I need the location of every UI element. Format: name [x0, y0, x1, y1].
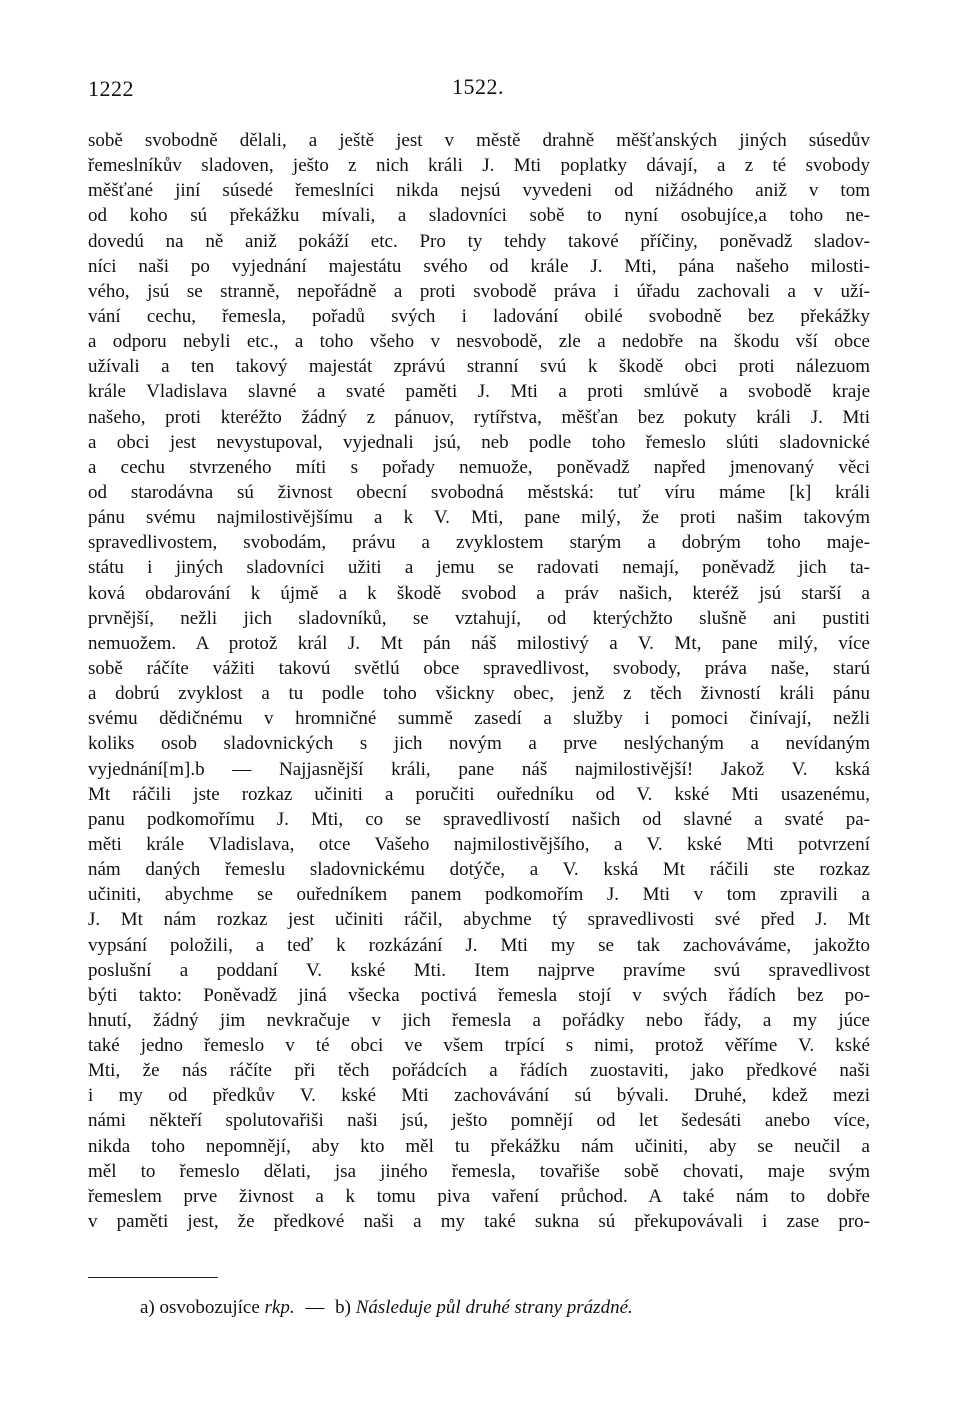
text-line: vyjednání[m].b — Najjasnější králi, pane náš najmilostivější! Jakož V. kská	[88, 758, 870, 780]
text-line: Mt ráčili jste rozkaz učiniti a poručiti ouředníku od V. kské Mti usazenému,	[88, 783, 870, 805]
text-line: i my od předkův V. kské Mti zachovávání sú bývali. Druhé, kdež mezi	[88, 1085, 870, 1107]
text-line: také jedno řemeslo v té obci ve všem trpící s nimi, protož věříme V. kské	[88, 1035, 870, 1057]
text-line: měl to řemeslo dělati, jsa jiného řemesla, tovařiše sobě chovati, maje svým	[88, 1160, 870, 1182]
text-line: panu podkomořímu J. Mti, co se spravedlivostí našich od slavné a svaté pa-	[88, 808, 870, 830]
footnote-b-note: Následuje půl druhé strany prázdné.	[355, 1297, 633, 1318]
text-line: a cechu stvrzeného míti s pořady nemuože, poněvadž napřed jmenovaný věci	[88, 456, 870, 478]
text-line: užívali a ten takový majestát zprávú stranní svú k škodě obci proti nálezuom	[88, 356, 870, 378]
text-line: vého, jsú se stranně, nepořádně a proti svobodě práva i úřadu zachovali a v uží-	[88, 280, 870, 302]
text-line: řemeslem prve živnost a k tomu piva vaření průchod. A také nám to dobře	[88, 1185, 870, 1207]
text-line: nám daných řemeslu sladovnickému dotýče, a V. kská Mt ráčili ste rozkaz	[88, 859, 870, 881]
text-line: níci naši po vyjednání majestátu svého od krále J. Mti, pána našeho milosti-	[88, 255, 870, 277]
text-line: krále Vladislava slavné a svaté paměti J. Mti a proti smlúvě a svobodě kraje	[88, 381, 870, 403]
text-line: vání cechu, řemesla, pořadů svých i ladování obilé svobodně bez překážky	[88, 305, 870, 327]
text-line: sobě svobodně dělali, a ještě jest v městě drahně měšťanských jiných súsedův	[88, 130, 870, 151]
footnotes	[140, 1297, 633, 1319]
page-header-year: 1522.	[452, 74, 504, 99]
text-line: námi někteří spolutovařiši naši jsú, ješto pomnějí od let šedesáti anebo více,	[88, 1110, 870, 1132]
text-line: spravedlivostem, svobodám, právu a zvyklostem starým a dobrým toho maje-	[88, 532, 870, 554]
text-line: prvnější, nežli jich sladovníků, se vztahují, od kterýchžto slušně ani pustiti	[88, 607, 870, 629]
footnote-a-marker: a)	[140, 1297, 155, 1318]
page-number: 1222	[88, 76, 134, 101]
text-line: měti krále Vladislava, otce Vašeho najmilostivějšího, a V. kské Mti potvrzení	[88, 833, 870, 855]
text-line: ková obdarování k újmě a k škodě svobod a práv našich, kteréž jsú starší a	[88, 582, 870, 604]
footnote-a-text: osvobozujíce	[159, 1297, 260, 1318]
text-line: nemuožem. A protož král J. Mt pán náš milostivý a V. Mt, pane milý, více	[88, 632, 870, 654]
text-line: a odporu nebyli etc., a toho všeho v nesvobodě, zle a nedobře na škodu vší obce	[88, 331, 870, 353]
text-line: našeho, proti kteréžto žádný z pánuov, rytířstva, měšťan bez pokuty králi J. Mti	[88, 406, 870, 428]
footnote-a-note: rkp.	[264, 1297, 295, 1318]
text-line: v paměti jest, že předkové naši a my také sukna sú překupovávali i zase pro-	[88, 1211, 870, 1233]
text-line: sobě ráčíte vážiti takovú světlú obce spravedlivost, svobody, práva naše, starú	[88, 657, 870, 679]
text-line: býti takto: Poněvadž jiná všecka poctivá řemesla stojí v svých řádích bez po-	[88, 984, 870, 1006]
text-line: a dobrú zvyklost a tu podle toho všickny obec, jenž z těch živností králi pánu	[88, 683, 870, 705]
text-line: řemeslníkův sladoven, ješto z nich králi J. Mti poplatky dávají, a z té svobody	[88, 155, 870, 177]
footnote-b-marker: b)	[335, 1297, 351, 1318]
text-line: nikda toho nepomnějí, aby kto měl tu překážku nám učiniti, aby se neučil a	[88, 1135, 870, 1157]
text-line: hnutí, žádný jim nevkračuje v jich řemesla a pořádky nebo řády, a my júce	[88, 1009, 870, 1031]
body-text	[88, 128, 870, 1234]
text-line: od starodávna sú živnost obecní svobodná městská: tuť víru máme [k] králi	[88, 481, 870, 503]
text-line: svému dědičnému v hromničné summě zasedí a služby i pomoci činívají, nežli	[88, 708, 870, 730]
text-line: měšťané jiní súsedé řemeslníci nikda nejsú vyvedeni od nižádného aniž v tom	[88, 180, 870, 202]
footnote-separator: —	[305, 1297, 325, 1318]
text-line: pánu svému najmilostivějšímu a k V. Mti, pane milý, že proti našim takovým	[88, 507, 870, 529]
text-line: dovedú na ně aniž pokáží etc. Pro ty tehdy takové příčiny, poněvadž sladov-	[88, 230, 870, 252]
footnote-rule	[88, 1277, 218, 1278]
text-line: koliks osob sladovnických s jich novým a prve neslýchaným a nevídaným	[88, 733, 870, 755]
text-line: učiniti, abychme se ouředníkem panem podkomořím J. Mti v tom zpravili a	[88, 884, 870, 906]
text-line: od koho sú překážku mívali, a sladovníci sobě to nyní osobujíce,a toho ne-	[88, 205, 870, 227]
text-line: vypsání položili, a teď k rozkázání J. Mti my se tak zachováváme, jakožto	[88, 934, 870, 956]
text-line: J. Mt nám rozkaz jest učiniti ráčil, abychme tý spravedlivosti své před J. Mt	[88, 909, 870, 931]
text-line: státu i jiných sladovníci užiti a jemu se radovati nemají, poněvadž jich ta-	[88, 557, 870, 579]
text-line: poslušní a poddaní V. kské Mti. Item najprve pravíme svú spravedlivost	[88, 959, 870, 981]
text-line: Mti, že nás ráčíte při těch pořádcích a řádích zuostaviti, jako předkové naši	[88, 1060, 870, 1082]
text-line: a obci jest nevystupoval, vyjednali jsú, neb podle toho řemeslo slúti sladovnické	[88, 431, 870, 453]
